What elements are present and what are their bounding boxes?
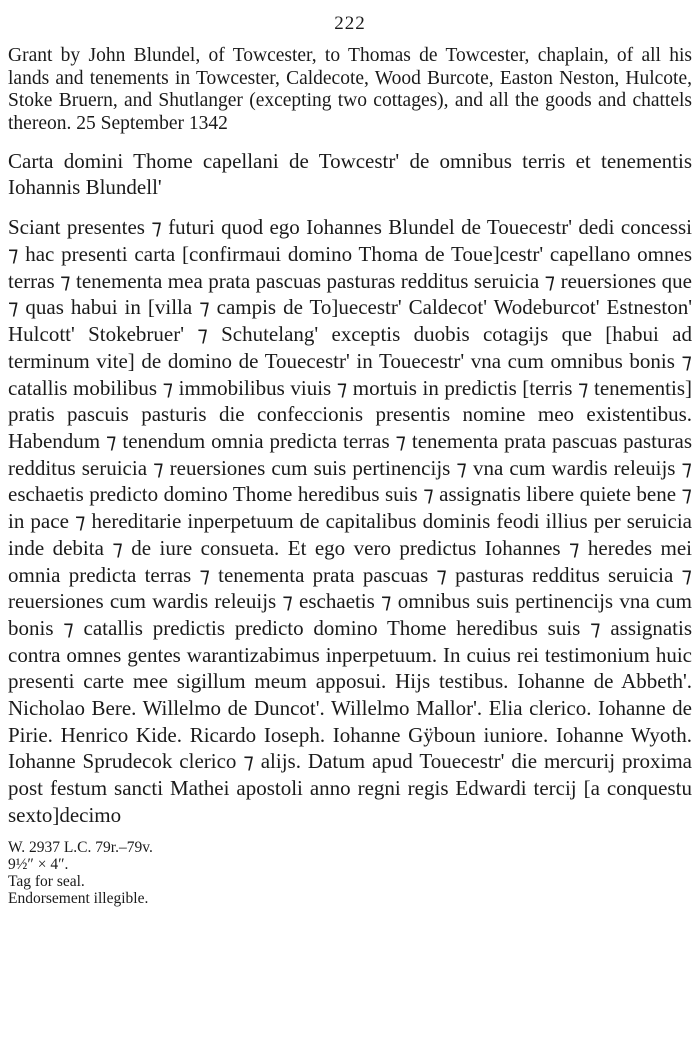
charter-text: Sciant presentes ⁊ futuri quod ego Iohannes Blundel de Touecestr' dedi concessi ⁊ hac presenti carta [confirmaui domino Thoma de Toue]cestr' capellano omnes terras ⁊ tenementa mea prata pascuas pasturas redditus seruicia ⁊ reuersiones que ⁊ quas habui in [villa ⁊ campis de To]uecestr' Caldecot' Wodeburcot' Estneston' Hulcott' Stokebruer' ⁊ Schutelang' exceptis duobis cotagijs que [habui ad terminum vite] de domino de Touecestr' in Touecestr' vna cum omnibus bonis ⁊ catallis mobilibus ⁊ immobilibus viuis ⁊ mortuis in predictis [terris ⁊ tenementis] pratis pascuis pasturis die confeccionis presentis nomine meo existentibus. Habendum ⁊ tenendum omnia predicta terras ⁊ tenementa prata pascuas pasturas redditus seruicia ⁊ reuersiones cum suis pertinencijs ⁊ vna cum wardis releuijs ⁊ eschaetis predicto domino Thome heredibus suis ⁊ assignatis libere quiete bene ⁊ in pace ⁊ hereditarie inperpetuum de capitalibus dominis feodi illius per seruicia inde debita ⁊ de iure consueta. Et ego vero predictus Iohannes ⁊ heredes mei omnia predicta terras ⁊ tenementa prata pascuas ⁊ pasturas redditus seruicia ⁊ reuersiones cum wardis releuijs ⁊ eschaetis ⁊ omnibus suis pertinencijs vna cum bonis ⁊ catallis predictis predicto domino Thome heredibus suis ⁊ assignatis contra omnes gentes warantizabimus inperpetuum. In cuius rei testimonium huic presenti carte mee sigillum meum apposui. Hijs testibus. Iohanne de Abbeth'. Nicholao Bere. Willelmo de Duncot'. Willelmo Mallor'. Elia clerico. Iohanne de Pirie. Henrico Kide. Ricardo Ioseph. Iohanne Gÿboun iuniore. Iohanne Wyoth. Iohanne Sprudecok clerico ⁊ alijs. Datum apud Touecestr' die mercurij proxima post festum sancti Mathei apostoli anno regni regis Edwardi tercij [a conquestu sexto]decimo	[8, 215, 692, 827]
archival-notes	[8, 839, 692, 907]
seal-note: Tag for seal.	[8, 872, 85, 890]
charter-heading: Carta domini Thome capellani de Towcestr' de omnibus terris et tenementis Iohannis Blundell'	[8, 149, 692, 200]
page-number: 222	[334, 13, 366, 34]
document-summary: Grant by John Blundel, of Towcester, to Thomas de Towcester, chaplain, of all his lands and tenements in Towcester, Caldecote, Wood Burcote, Easton Neston, Hulcote, Stoke Bruern, and Shutlanger (excepting two cottages), and all the goods and chattels thereon. 25 September 1342	[8, 45, 692, 134]
reference-note: W. 2937 L.C. 79r.–79v.	[8, 838, 153, 856]
endorsement-note: Endorsement illegible.	[8, 889, 149, 907]
dimensions-note: 9½″ × 4″.	[8, 855, 69, 873]
